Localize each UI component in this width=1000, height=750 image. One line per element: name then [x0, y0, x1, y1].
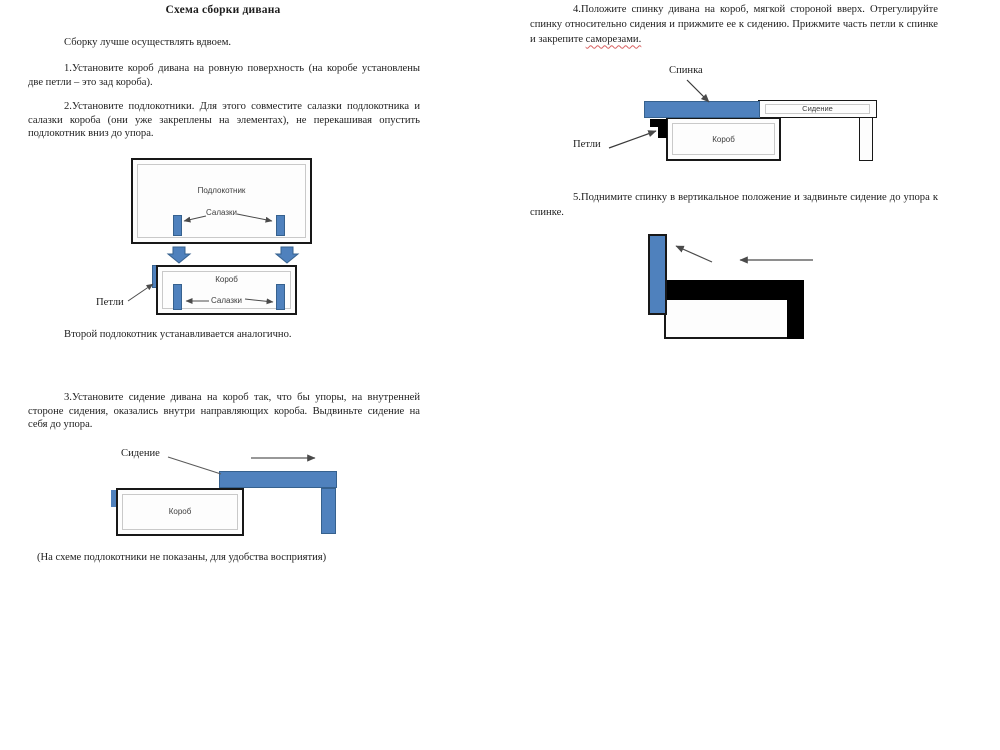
hinges-label-2: Петли: [573, 139, 601, 150]
slide-rect-armrest-right: [276, 215, 285, 236]
seat-black-top-bar: [667, 280, 804, 300]
armrest-label: Подлокотник: [197, 186, 246, 195]
back-bar-blue: [644, 101, 760, 118]
seat-label-pulled: Сидение: [802, 104, 833, 113]
step3-paragraph: 3.Установите сидение дивана на короб так, что бы упоры, на внутренней стороне сидения, оказались внутри направляющих короба. Выдвиньте сидение на себя до упора.: [28, 392, 420, 431]
step4-spellchecked-word: саморезами.: [585, 34, 642, 46]
seat-black-right-bar: [787, 280, 804, 339]
step4-paragraph: [530, 2, 938, 48]
hinges2-callout-arrow-icon: [609, 131, 656, 148]
slide-rect-armrest-left: [173, 215, 182, 236]
seat-leg-blue: [321, 488, 336, 534]
step1-paragraph: 1.Установите короб дивана на ровную поверхность (на коробе установлены две петли – это зад короба).: [28, 63, 420, 88]
armrest-note: Второй подлокотник устанавливается аналогично.: [64, 329, 292, 340]
hinge-black-vertical: [658, 119, 667, 138]
intro-paragraph: Сборку лучше осуществлять вдвоем.: [64, 37, 232, 48]
arrow-down-left-icon: [168, 247, 190, 263]
box-label-3: Короб: [712, 135, 735, 144]
back-callout-arrow-icon: [687, 80, 709, 102]
seat-bar-blue: [219, 471, 337, 488]
slides-label-box: Салазки: [211, 296, 242, 305]
back-label-callout: Спинка: [669, 65, 703, 76]
hinges-label-1: Петли: [96, 297, 124, 308]
box-outline-4: [664, 298, 790, 339]
seat-label-callout: Сидение: [121, 448, 160, 459]
diagram-note: (На схеме подлокотники не показаны, для удобства восприятия): [37, 552, 327, 563]
hinges-callout-arrow-icon: [128, 284, 153, 301]
seat-leader-line: [168, 457, 221, 474]
slides-label-armrest: Салазки: [206, 208, 237, 217]
page-title: Схема сборки дивана: [165, 4, 281, 16]
step5-paragraph: 5.Поднимите спинку в вертикальное положение и задвиньте сидение до упора к спинке.: [530, 192, 938, 219]
seat-leg-outline: [859, 117, 873, 161]
back-vertical-blue: [648, 234, 667, 315]
step4-text: 4.Положите спинку дивана на короб, мягкой стороной вверх. Отрегулируйте спинку относительно сидения и прижмите ее к сидению. Прижмите часть петли к спинке и закрепите: [530, 4, 938, 46]
step2-paragraph: 2.Установите подлокотники. Для этого совместите салазки подлокотника и салазки короба (они уже закреплены на элементах), не перекашивая опустить подлокотник вниз до упора.: [28, 101, 420, 140]
lift-back-arrow-icon: [676, 246, 712, 262]
box-label-1: Короб: [215, 275, 238, 284]
box-label-2: Короб: [168, 507, 192, 516]
arrow-down-right-icon: [276, 247, 298, 263]
